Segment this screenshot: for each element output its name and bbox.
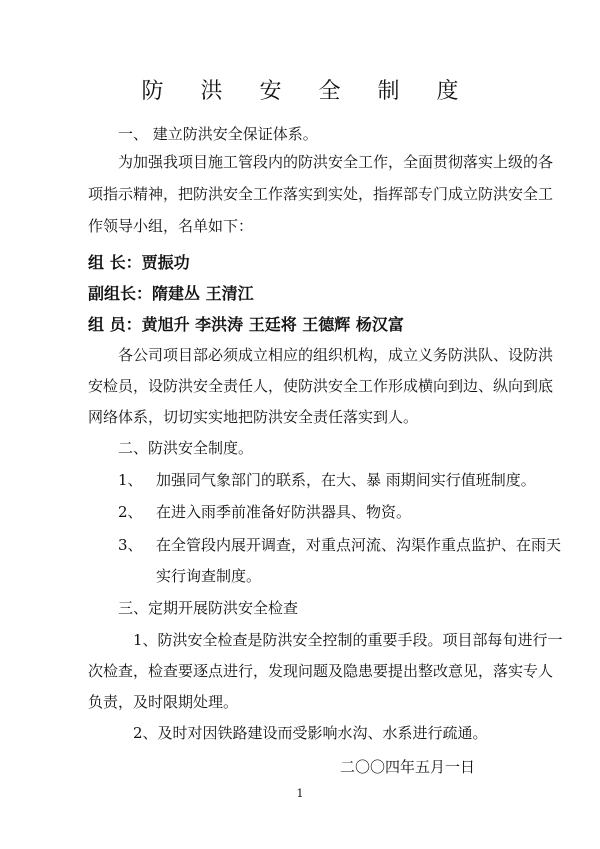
section-3-heading: 三、定期开展防洪安全检查 xyxy=(118,599,299,617)
section-1-para-1-line-1: 为加强我项目施工管段内的防洪安全工作，全面贯彻落实上级的各 xyxy=(118,153,554,171)
section-2-item-3-line-2: 实行询查制度。 xyxy=(156,567,262,585)
document-date: 二〇〇四年五月一日 xyxy=(340,758,476,776)
section-2-item-1-text: 加强同气象部门的联系，在大、暴 雨期间实行值班制度。 xyxy=(156,471,536,489)
section-3-item-1-line-3: 负责，及时限期处理。 xyxy=(88,693,239,711)
section-2-item-3-number: 3、 xyxy=(118,536,143,554)
section-3-item-1-line-2: 次检查，检查要逐点进行，发现问题及隐患要提出整改意见，落实专人 xyxy=(88,662,554,680)
section-1-para-2-line-2: 安检员，设防洪安全责任人，使防洪安全工作形成横向到边、纵向到底 xyxy=(88,377,554,395)
section-1-heading: 一、 建立防洪安全保证体系。 xyxy=(118,125,318,143)
section-3-item-2: 2、及时对因铁路建设而受影响水沟、水系进行疏通。 xyxy=(133,724,488,742)
team-leader: 组 长：贾振功 xyxy=(88,253,190,272)
section-2-item-2-text: 在进入雨季前准备好防洪器具、物资。 xyxy=(156,503,412,521)
section-1-para-1-line-3: 作领导小组，名单如下： xyxy=(88,217,254,235)
section-2-item-1-number: 1、 xyxy=(118,471,143,489)
section-2-heading: 二、防洪安全制度。 xyxy=(118,439,254,457)
section-2-item-2-number: 2、 xyxy=(118,503,143,521)
section-3-item-1-line-1: 1、防洪安全检查是防洪安全控制的重要手段。项目部每旬进行一 xyxy=(133,631,563,649)
team-members: 组 员：黄旭升 李洪涛 王廷将 王德辉 杨汉富 xyxy=(88,315,404,334)
section-2-item-3-line-1: 在全管段内展开调查，对重点河流、沟渠作重点监护、在雨天 xyxy=(156,536,562,554)
section-1-para-1-line-2: 项指示精神，把防洪安全工作落实到实处，指挥部专门成立防洪安全工 xyxy=(88,185,554,203)
section-1-para-2-line-1: 各公司项目部必须成立相应的组织机构，成立义务防洪队、设防洪 xyxy=(118,346,554,364)
section-1-para-2-line-3: 网络体系，切切实实地把防洪安全责任落实到人。 xyxy=(88,408,419,426)
page-number: 1 xyxy=(296,787,304,800)
document-title: 防 洪 安 全 制 度 xyxy=(141,79,474,104)
team-deputy: 副组长：隋建丛 王清江 xyxy=(88,284,254,303)
